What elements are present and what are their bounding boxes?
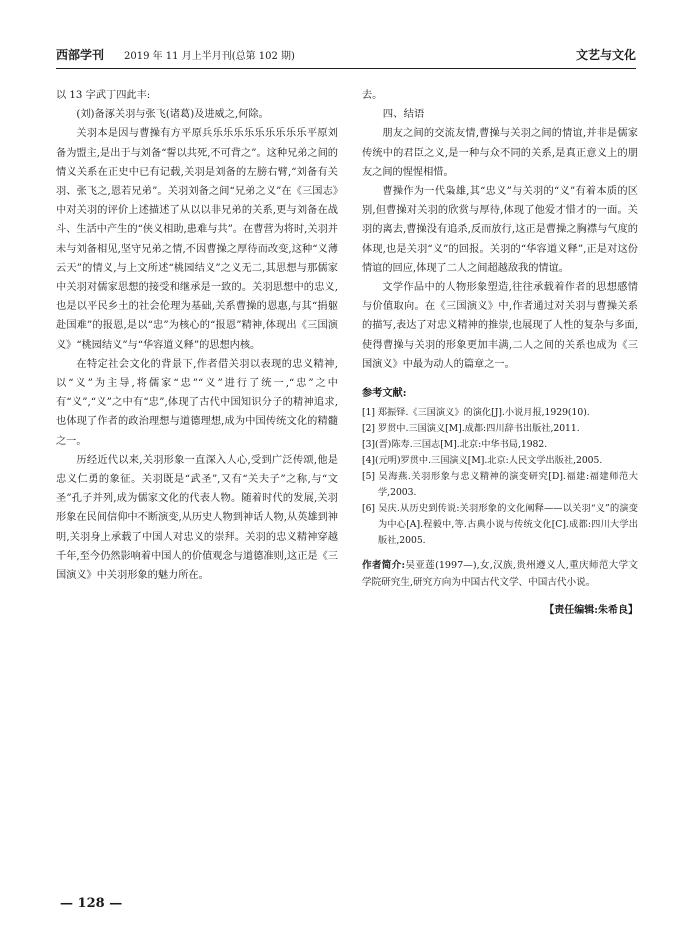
paragraph: 去。 [362, 90, 383, 101]
references-title: 参考文献: [362, 387, 407, 400]
reference-item: [6] 吴庆.从历史到传说:关羽形象的文化阐释——以关羽“义”的演变为中心[A].程毅中,等.古典小说与传统文化[C].成都:四川大学出版社,2005. [362, 503, 638, 547]
left-column [56, 86, 338, 585]
paragraph: 在特定社会文化的背景下,作者借关羽以表现的忠义精神,以“义”为主导,将儒家“忠”“义”进行了统一,“忠”之中有“义”,“义”之中有“忠”,体现了古代中国知识分子的精神追求,也体现了作者的政治理想与道德理想,成为中国传统文化的精髓之一。 [56, 358, 338, 447]
section-name: 文艺与文化 [575, 48, 636, 62]
reference-item: [5] 吴海燕.关羽形象与忠义精神的演变研究[D].福建:福建师范大学,2003. [362, 471, 638, 499]
paragraph: 文学作品中的人物形象塑造,往往承载着作者的思想感情与价值取向。在《三国演义》中,作者通过对关羽与曹操关系的描写,表达了对忠义精神的推崇,也展现了人性的复杂与多面,使得曹操与关羽的形象更加丰满,二人之间的关系也成为《三国演义》中最为动人的篇章之一。 [362, 282, 638, 370]
reference-item: [1] 郑振铎.《三国演义》的演化[J].小说月报,1929(10). [362, 407, 590, 419]
journal-title: 西部学刊 [56, 48, 105, 62]
author-bio [362, 557, 638, 591]
paragraph: 历经近代以来,关羽形象一直深入人心,受到广泛传颂,他是忠义仁勇的象征。关羽既是“武圣”,又有“关夫子”之称,与“文圣”孔子并列,成为儒家文化的代表人物。随着时代的发展,关羽形象在民间信仰中不断演变,从历史人物到神话人物,从英雄到神明,关羽身上承载了中国人对忠义的崇拜。关羽的忠义精神穿越千年,至今仍然影响着中国人的价值观念与道德准则,这正是《三国演义》中关羽形象的魅力所在。 [56, 454, 338, 582]
responsible-editor: 【责任编辑:朱希良】 [544, 605, 638, 617]
paragraph: 关羽本是因与曹操有方平原兵乐乐乐乐乐乐乐乐乐平原刘备为盟主,是出于与刘备“誓以共死,不可背之”。这种兄弟之间的情义关系在正史中已有记载,关羽是刘备的左膀右臂,“刘备有关羽、张飞之,恩若兄弟”。关羽刘备之间“兄弟之义”在《三国志》中对关羽的评价上述描述了从以以非兄弟的关系,更与刘备在战斗、生活中产生的“侠义相助,患难与共”。在曹营为将时,关羽并未与刘备相见,坚守兄弟之情,不因曹操之厚待而改变,这种“义薄云天”的情义,与上文所述“桃园结义”之义无二,其思想与那儒家中关羽对儒家思想的接受和继承是一致的。关羽思想中的忠义,也是以平民乡土的社会伦理为基础,关系曹操的恩惠,与其“捐躯赴国难”的报恩,是以“忠”为核心的“报恩”精神,体现出《三国演义》“桃园结义”与“华容道义释”的思想内核。 [56, 128, 338, 351]
issue-info: 2019 年 11 月上半月刊(总第 102 期) [124, 51, 295, 62]
page-number: — 128 — [60, 896, 123, 911]
section-heading: 四、结语 [382, 108, 425, 121]
references-list [362, 405, 638, 549]
paragraph: (刘)备涿关羽与张飞(诸葛)及进威之,何除。 [76, 109, 269, 121]
reference-item: [3](晋)陈寿.三国志[M].北京:中华书局,1982. [362, 439, 548, 451]
author-bio-text: 吴亚莲(1997—),女,汉族,贵州遵义人,重庆师范大学文学院研究生,研究方向为中国古代文学、中国古代小说。 [362, 560, 638, 589]
page-header [56, 46, 636, 69]
author-bio-label: 作者简介: [362, 560, 406, 572]
reference-item: [2] 罗贯中.三国演义[M].成都:四川辞书出版社,2011. [362, 423, 580, 435]
paragraph: 曹操作为一代枭雄,其“忠义”与关羽的“义”有着本质的区别,但曹操对关羽的欣赏与厚待,体现了他爱才惜才的一面。关羽的离去,曹操没有追杀,反而放行,这正是曹操之胸襟与气度的体现,也是关羽“义”的回报。关羽的“华容道义释”,正是对这份情谊的回应,体现了二人之间超越敌我的情谊。 [362, 186, 638, 274]
paragraph: 朋友之间的交流友情,曹操与关羽之间的情谊,并非是儒家传统中的君臣之义,是一种与众不同的关系,是真正意义上的朋友之间的惺惺相惜。 [362, 128, 638, 178]
reference-item: [4](元明)罗贯中.三国演义[M].北京:人民文学出版社,2005. [362, 455, 603, 467]
right-column [362, 86, 638, 620]
paragraph: 以 13 字武丁四此丰: [56, 90, 151, 101]
